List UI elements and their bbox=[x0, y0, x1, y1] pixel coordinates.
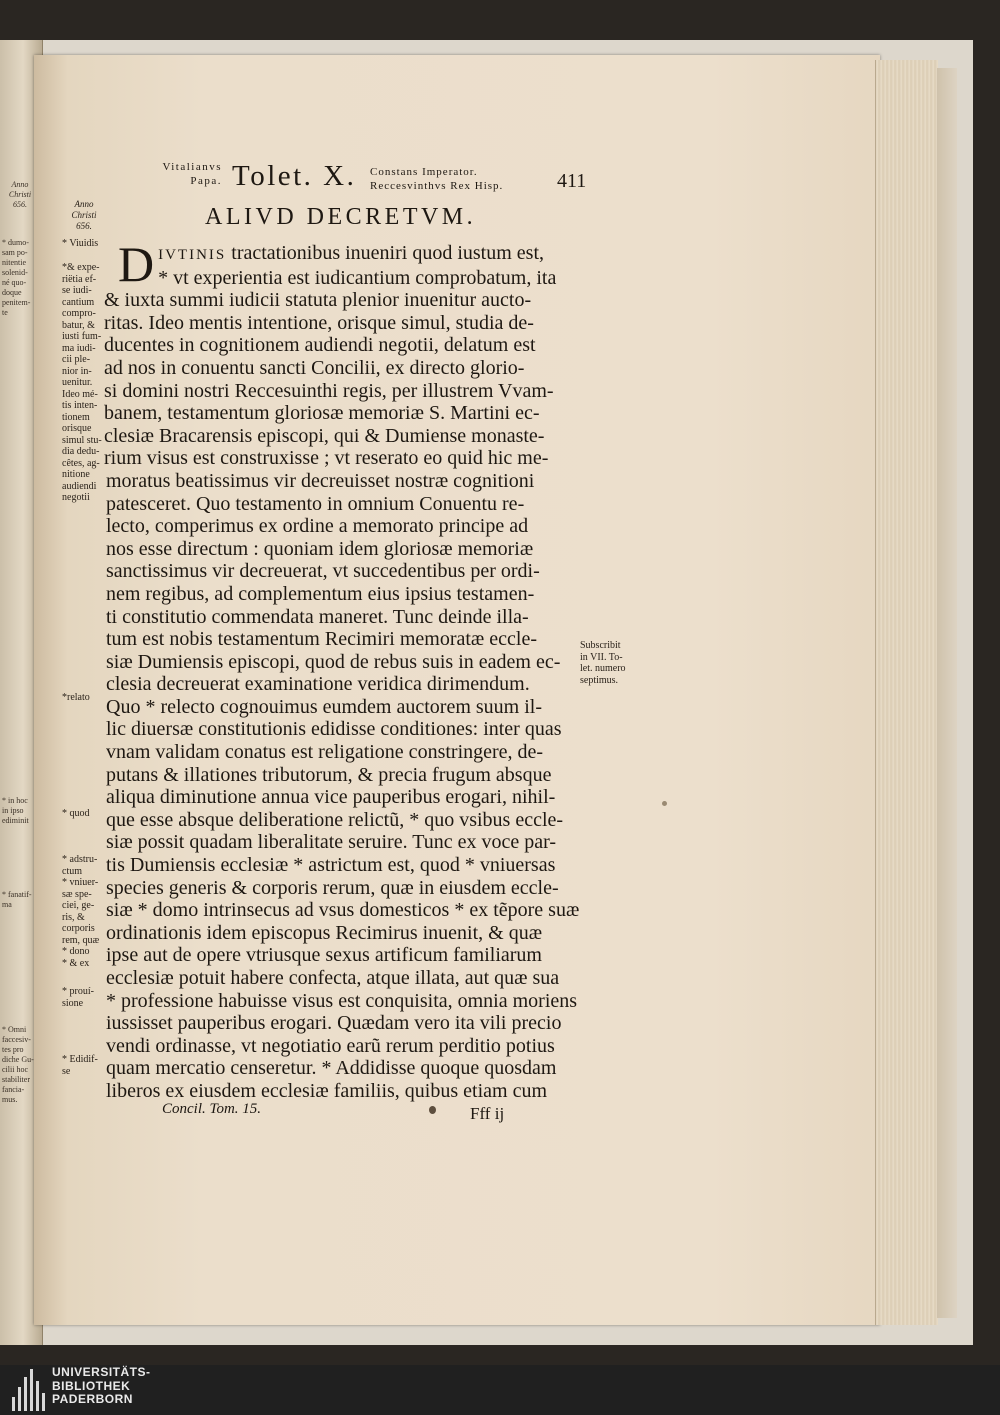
body-line: Quo * relecto cognouimus eumdem auctorem suum il- bbox=[106, 695, 543, 718]
body-line: nem regibus, ad complementum eius ipsius testamen- bbox=[106, 582, 535, 605]
body-line: patesceret. Quo testamento in omnium Conuentu re- bbox=[106, 492, 525, 515]
body-line: ritas. Ideo mentis intentione, orisque simul, studia de- bbox=[104, 311, 534, 334]
first-word-smallcaps: IVTINIS bbox=[158, 247, 227, 263]
body-line: & iuxta summi iudicii statuta plenior inuenitur aucto- bbox=[104, 289, 532, 312]
margin-note-quod: * quod bbox=[62, 808, 90, 819]
body-line: IVTINIS tractationibus inueniri quod iustum est, bbox=[158, 242, 544, 264]
body-line: vendi ordinasse, vt negotiatio earũ rerum perditio potius bbox=[106, 1034, 555, 1057]
header-council: Tolet. X. bbox=[232, 160, 357, 192]
body-line: lecto, comperimus ex ordine a memorato principe ad bbox=[106, 515, 529, 538]
margin-note-adstructum: * adstru- ctum * vniuer- sæ spe- ciei, ge- ris, & corporis rem, quæ * dono * & ex bbox=[62, 854, 100, 969]
body-line: rium visus est construxisse ; vt reserato eo quid hic me- bbox=[104, 447, 549, 470]
footer-volume: Concil. Tom. 15. bbox=[162, 1101, 262, 1117]
body-line: species generis & corporis rerum, quæ in eiusdem eccle- bbox=[106, 876, 559, 899]
margin-note-prouisione: * prouí- sione bbox=[62, 986, 94, 1009]
margin-note-subscribit: Subscribit in VII. To- let. numero septimus. bbox=[580, 640, 626, 686]
body-line: moratus beatissimus vir decreuisset nostræ cognitioni bbox=[106, 469, 535, 492]
header-pope: Vitalianvs Papa. bbox=[162, 161, 222, 187]
body-line: putans & illationes tributorum, & precia frugum absque bbox=[106, 763, 552, 786]
body-line: vnam validam conatus est religatione constringere, de- bbox=[106, 741, 544, 764]
body-line: quam mercatio censeretur. * Addidisse quoque quosdam bbox=[106, 1057, 557, 1080]
body-line: * vt experientia est iudicantium comprobatum, ita bbox=[158, 266, 557, 289]
paper-speck bbox=[662, 801, 667, 806]
margin-note-relato: *relato bbox=[62, 692, 90, 703]
body-line: siæ possit quadam liberalitate seruire. Tunc ex voce par- bbox=[106, 831, 557, 854]
body-line: que esse absque deliberatione relictũ, * quo vsibus eccle- bbox=[106, 808, 564, 831]
body-line: clesia decreuerat examinatione veridica dirimendum. bbox=[106, 673, 530, 696]
body-line: nos esse directum : quoniam idem gloriosæ memoriæ bbox=[106, 537, 534, 560]
decree-body bbox=[104, 236, 584, 1103]
library-logo-icon bbox=[12, 1369, 46, 1411]
left-margin-notes-3: * fanatif- ma bbox=[2, 890, 32, 909]
body-line: siæ Dumiensis episcopi, quod de rebus suis in eadem ec- bbox=[106, 650, 561, 673]
page-number: 411 bbox=[557, 170, 587, 192]
book-cover-edge bbox=[937, 68, 957, 1318]
left-margin-notes-4: * Omni faccesiv- tes pro diche Gu- cilii hoc stabiliter fancia- mus. bbox=[2, 1025, 34, 1104]
left-anno: Anno Christi 656. bbox=[8, 180, 32, 209]
body-line: banem, testamentum gloriosæ memoriæ S. Martini ec- bbox=[104, 402, 540, 425]
footer-signature: Fff ij bbox=[470, 1104, 505, 1123]
body-line: aliqua diminutione annua vice pauperibus erogari, nihil- bbox=[106, 786, 556, 809]
drop-capital: D bbox=[118, 236, 155, 292]
body-line: ti constitutio commendata maneret. Tunc deinde illa- bbox=[106, 605, 529, 628]
page-stack-edge bbox=[875, 60, 938, 1325]
left-margin-notes-1: * dumo- sam po- nitentie solenid- né quo- doque penitem- te bbox=[2, 238, 31, 317]
body-line: iussisset pauperibus erogari. Quædam vero ita vili precio bbox=[106, 1012, 562, 1035]
section-title: ALIVD DECRETVM. bbox=[205, 204, 477, 230]
body-line: ordinationis idem episcopus Recimirus inuenit, & quæ bbox=[106, 921, 543, 944]
body-line: sanctissimus vir decreuerat, vt succedentibus per ordi- bbox=[106, 560, 540, 583]
body-line: ecclesiæ potuit habere confecta, atque illata, aut quæ sua bbox=[106, 967, 560, 989]
margin-note-experientia: *& expe- riëtia ef- se iudi- cantium compro- batur, & iusti fum- ma iudi- cii ple- nior in- uenitur. Ideo mé- tis inten- tionem orisque simul stu- dia dedu- cêtes, ag- nitione audiendi negotii bbox=[62, 262, 102, 503]
margin-note-viuidis: * Viuidis bbox=[62, 238, 99, 249]
anno-christi: Anno Christi 656. bbox=[71, 199, 97, 231]
body-line: lic diuersæ constitutionis edidisse conditiones: inter quas bbox=[106, 718, 562, 741]
body-line: clesiæ Bracarensis episcopi, qui & Dumiense monaste- bbox=[104, 424, 545, 447]
body-line: ipse aut de opere vtriusque sexus artificum familiarum bbox=[106, 944, 542, 967]
paper-blemish bbox=[429, 1106, 436, 1114]
body-line: tum est nobis testamentum Recimiri memoratæ eccle- bbox=[106, 628, 537, 651]
body-line: liberos ex eiusdem ecclesiæ familiis, quibus etiam cum bbox=[106, 1079, 548, 1102]
library-name: UNIVERSITÄTS- BIBLIOTHEK PADERBORN bbox=[52, 1365, 151, 1406]
body-line: tis Dumiensis ecclesiæ * astrictum est, quod * vniuersas bbox=[106, 854, 556, 877]
body-line: * professione habuisse visus est conquisita, omnia moriens bbox=[106, 989, 578, 1012]
body-line: siæ * domo intrinsecus ad vsus domesticos * ex tẽpore suæ bbox=[106, 899, 580, 922]
margin-note-edidisse: * Edidif- se bbox=[62, 1054, 98, 1077]
body-line: ducentes in cognitionem audiendi negotii, delatum est bbox=[104, 334, 536, 357]
body-line: si domini nostri Reccesuinthi regis, per illustrem Vvam- bbox=[104, 379, 554, 402]
left-margin-notes-2: * in hoc in ipso ediminit bbox=[2, 796, 29, 825]
header-rulers: Constans Imperator. Reccesvinthvs Rex Hisp. bbox=[370, 166, 504, 192]
body-line: ad nos in conuentu sancti Concilii, ex directo glorio- bbox=[104, 356, 525, 379]
